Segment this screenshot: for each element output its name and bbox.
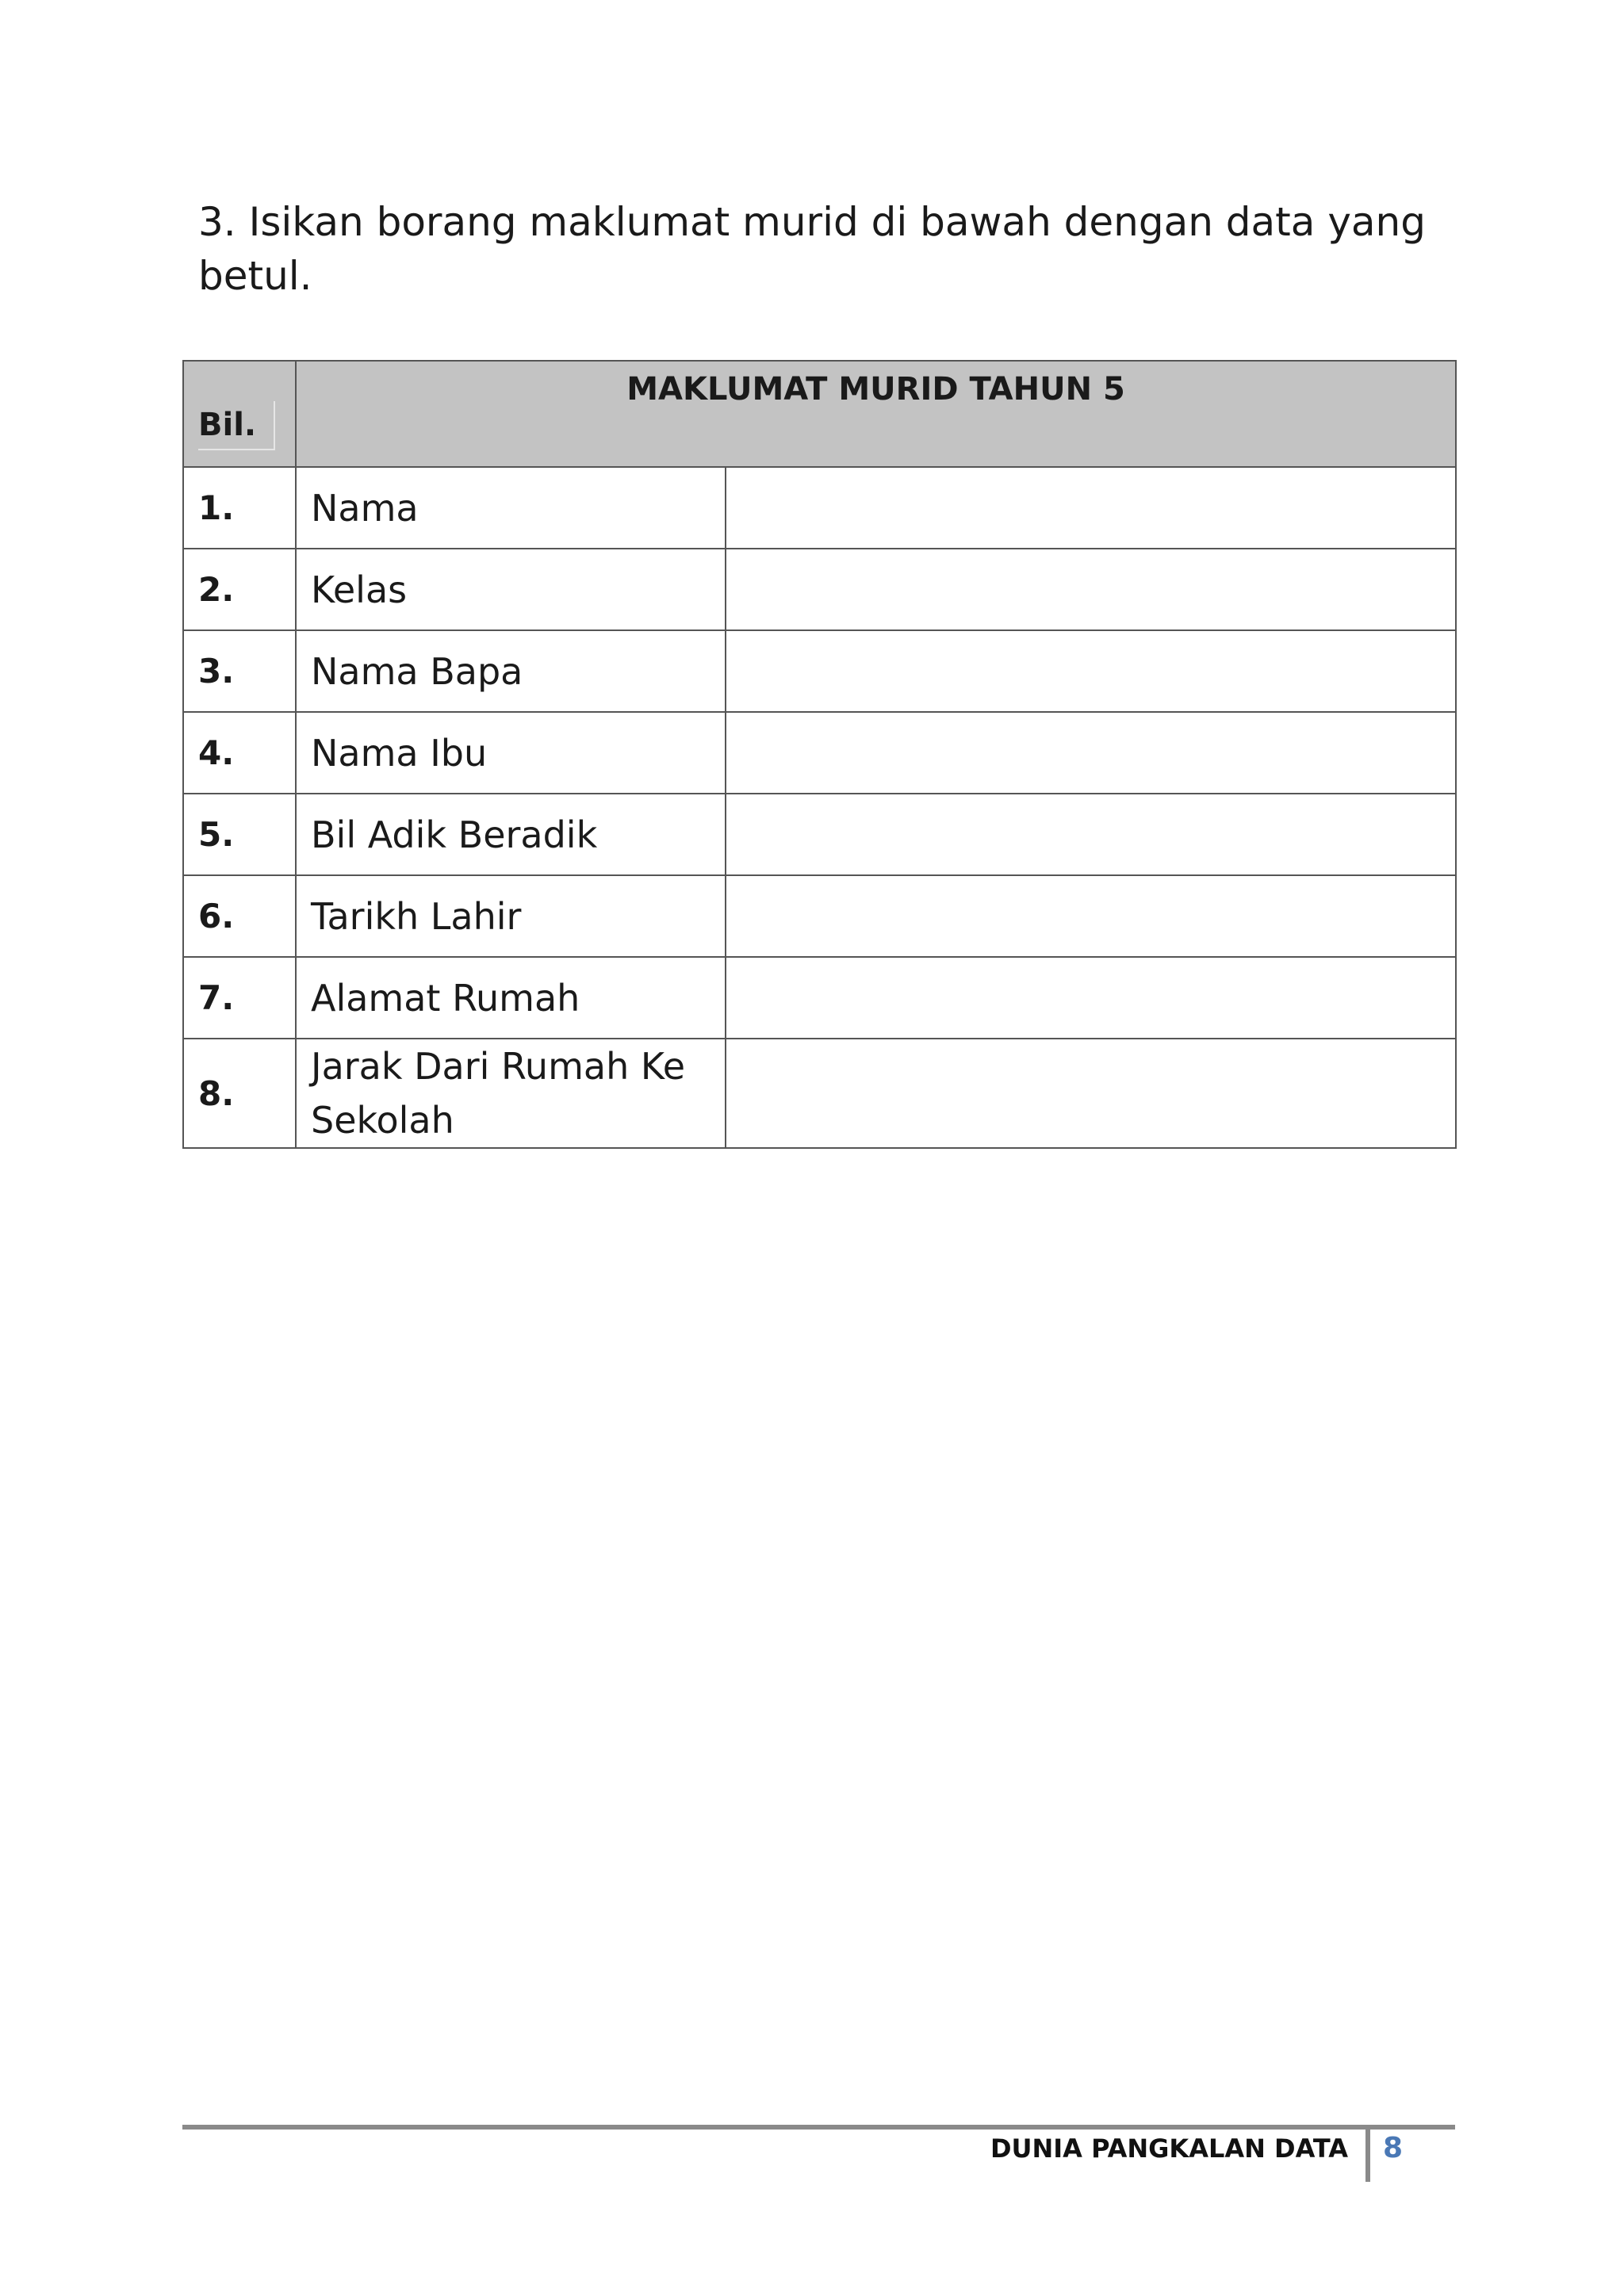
table-row [183, 957, 1456, 1039]
table-row [183, 467, 1456, 549]
row-label: Jarak Dari Rumah Ke Sekolah [296, 1039, 726, 1148]
row-label: Nama Bapa [296, 630, 726, 712]
row-label: Tarikh Lahir [296, 875, 726, 957]
footer-title: DUNIA PANGKALAN DATA [990, 2133, 1348, 2164]
table-row [183, 549, 1456, 630]
table-row [183, 1039, 1456, 1148]
row-label: Nama Ibu [296, 712, 726, 794]
table-row [183, 630, 1456, 712]
row-number: 2. [183, 549, 296, 630]
name-answer-field[interactable] [726, 467, 1456, 549]
row-label: Kelas [296, 549, 726, 630]
row-label: Alamat Rumah [296, 957, 726, 1039]
bil-header-label: Bil. [198, 401, 275, 450]
distance-answer-field[interactable] [726, 1039, 1456, 1148]
row-label: Bil Adik Beradik [296, 794, 726, 875]
footer-divider [1365, 2126, 1370, 2182]
row-label: Nama [296, 467, 726, 549]
row-number: 8. [183, 1039, 296, 1148]
row-number: 3. [183, 630, 296, 712]
row-number: 5. [183, 794, 296, 875]
table-row [183, 875, 1456, 957]
instruction-text: 3. Isikan borang maklumat murid di bawah dengan data yang betul. [198, 199, 1426, 299]
row-number: 6. [183, 875, 296, 957]
mother-name-answer-field[interactable] [726, 712, 1456, 794]
footer-rule [182, 2125, 1455, 2130]
table-row [183, 712, 1456, 794]
row-number: 4. [183, 712, 296, 794]
table-row [183, 794, 1456, 875]
bil-header [183, 361, 296, 467]
student-info-table [182, 360, 1457, 1149]
row-number: 1. [183, 467, 296, 549]
father-name-answer-field[interactable] [726, 630, 1456, 712]
siblings-count-answer-field[interactable] [726, 794, 1456, 875]
birth-date-answer-field[interactable] [726, 875, 1456, 957]
row-number: 7. [183, 957, 296, 1039]
home-address-answer-field[interactable] [726, 957, 1456, 1039]
class-answer-field[interactable] [726, 549, 1456, 630]
table-title-header: MAKLUMAT MURID TAHUN 5 [296, 361, 1456, 467]
table-header-row [183, 361, 1456, 467]
page-number: 8 [1383, 2132, 1404, 2164]
